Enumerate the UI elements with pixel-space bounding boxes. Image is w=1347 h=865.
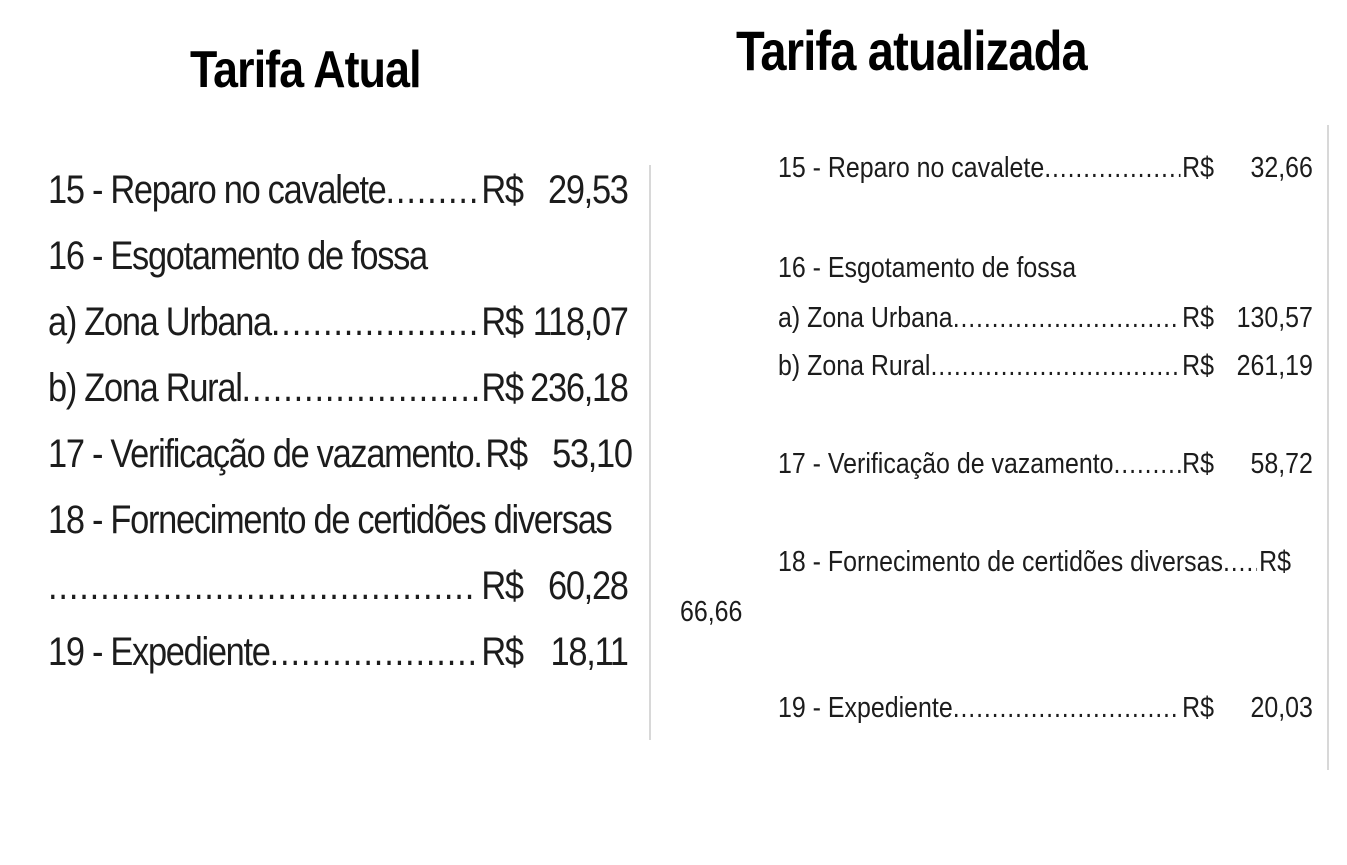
tariff-row-16a: [778, 302, 1313, 335]
tariff-row-19: [48, 630, 628, 675]
tariff-row-17: [48, 432, 632, 477]
currency-symbol: R$: [1182, 692, 1215, 724]
currency-symbol: R$: [1259, 546, 1291, 578]
updated-tariff-table: [680, 140, 1320, 780]
currency-symbol: R$: [1182, 448, 1215, 480]
item-amount: 261,19: [1236, 350, 1313, 382]
item-label: 17 - Verificação de vazamento: [48, 432, 474, 476]
currency-symbol: R$: [481, 300, 523, 344]
tariff-row-19: [778, 692, 1313, 725]
tariff-row-18: [48, 564, 628, 609]
title-current-tariff: Tarifa Atual: [190, 41, 421, 99]
item-label: 18 - Fornecimento de certidões diversas: [778, 546, 1223, 578]
leader-dots: [48, 564, 478, 609]
currency-symbol: R$: [1182, 302, 1215, 334]
tariff-row-15: [48, 168, 628, 213]
leader-dots: [271, 300, 478, 345]
item-label: a) Zona Urbana: [48, 300, 271, 344]
column-divider-left: [649, 165, 651, 740]
tariff-row-18-amount: 66,66: [680, 596, 743, 628]
tariff-row-15: [778, 152, 1313, 185]
column-divider-right: [1327, 125, 1329, 770]
leader-dots: [270, 630, 478, 675]
tariff-row-18: [778, 546, 1313, 579]
currency-symbol: R$: [481, 564, 523, 608]
item-amount: 29,53: [547, 168, 628, 212]
tariff-row-16a: [48, 300, 628, 345]
item-amount: 60,28: [547, 564, 628, 608]
item-amount: 32,66: [1250, 152, 1313, 184]
item-amount: 118,07: [532, 300, 628, 344]
item-label: 19 - Expediente: [778, 692, 953, 724]
item-label: b) Zona Rural: [48, 366, 242, 410]
leader-dots: [1223, 546, 1257, 579]
item-label: b) Zona Rural: [778, 350, 931, 382]
tariff-row-16b: [48, 366, 628, 411]
item-amount: 58,72: [1250, 448, 1313, 480]
item-label: 19 - Expediente: [48, 630, 270, 674]
item-label: 15 - Reparo no cavalete: [778, 152, 1045, 184]
tariff-row-17: [778, 448, 1313, 481]
item-amount: 20,03: [1250, 692, 1313, 724]
leader-dots: [953, 692, 1181, 725]
tariff-row-16-heading: 16 - Esgotamento de fossa: [48, 234, 427, 278]
tariff-row-16b: [778, 350, 1313, 383]
item-amount: 236,18: [530, 366, 628, 410]
title-updated-tariff: Tarifa atualizada: [736, 19, 1087, 82]
leader-dots: [1044, 152, 1180, 185]
item-amount: 53,10: [552, 432, 632, 476]
tariff-row-18-heading: 18 - Fornecimento de certidões diversas: [48, 498, 612, 542]
leader-dots: [953, 302, 1181, 335]
current-tariff-table: [48, 160, 648, 700]
tariff-row-16-heading: 16 - Esgotamento de fossa: [778, 252, 1077, 284]
currency-symbol: R$: [481, 168, 523, 212]
leader-dots: [930, 350, 1180, 383]
item-label: 15 - Reparo no cavalete: [48, 168, 386, 212]
item-amount: 130,57: [1236, 302, 1313, 334]
currency-symbol: R$: [481, 630, 523, 674]
item-label: 17 - Verificação de vazamento: [778, 448, 1114, 480]
currency-symbol: R$: [1182, 152, 1215, 184]
leader-dots: [473, 432, 482, 477]
item-label: a) Zona Urbana: [778, 302, 953, 334]
currency-symbol: R$: [481, 366, 523, 410]
item-amount: 18,11: [550, 630, 628, 674]
leader-dots: [242, 366, 478, 411]
currency-symbol: R$: [1182, 350, 1215, 382]
leader-dots: [385, 168, 477, 213]
leader-dots: [1114, 448, 1181, 481]
currency-symbol: R$: [485, 432, 527, 476]
